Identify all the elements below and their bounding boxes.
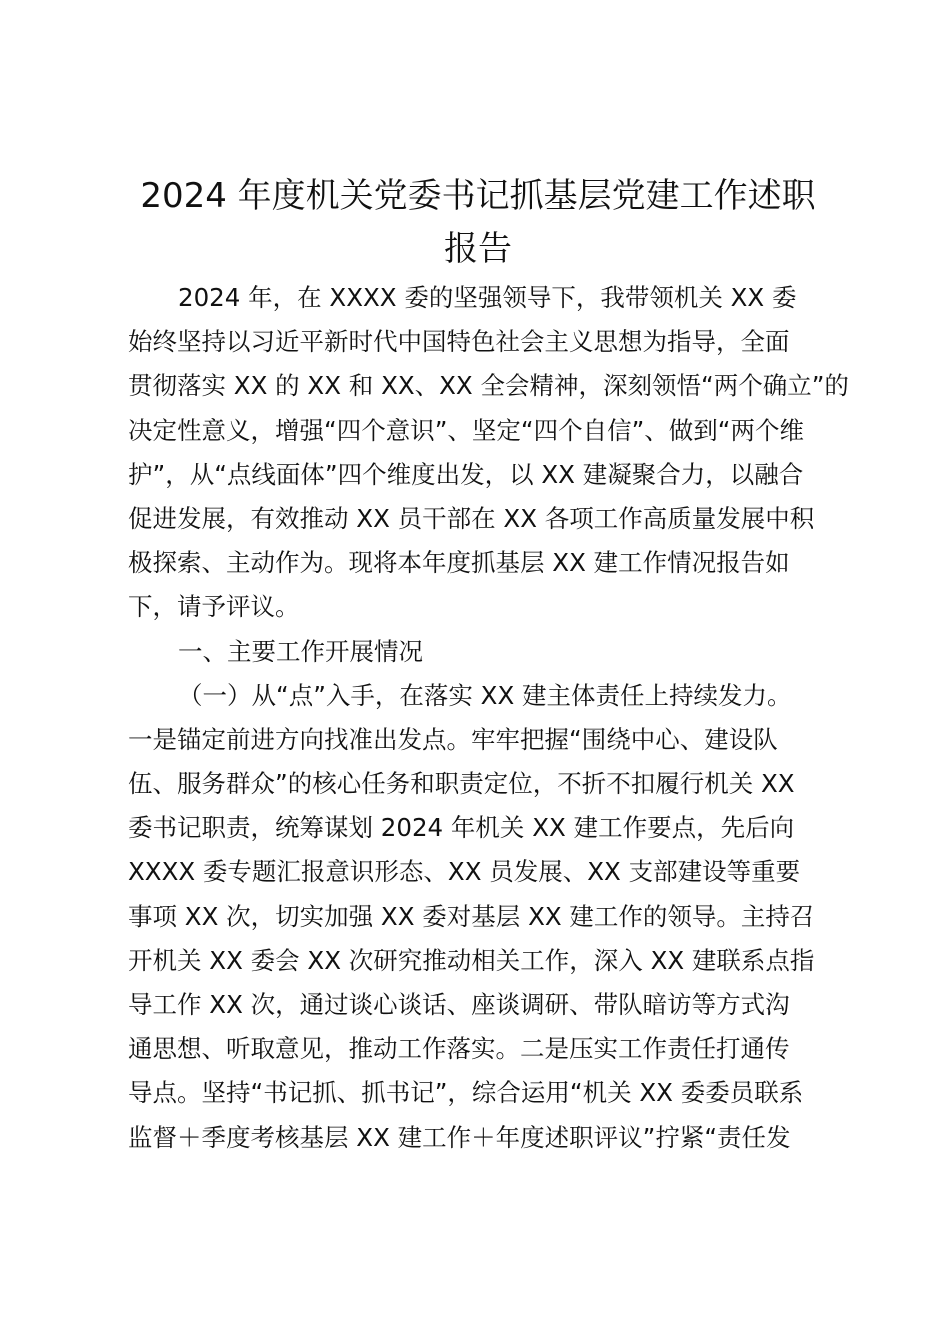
- body-line: 护”，从“点线面体”四个维度出发，以 XX 建凝聚合力，以融合: [128, 459, 804, 489]
- body-line: 通思想、听取意见，推动工作落实。二是压实工作责任打通传: [128, 1034, 790, 1064]
- document-title: [118, 170, 838, 276]
- document-body: [128, 278, 849, 1162]
- body-line: XXXX 委专题汇报意识形态、XX 员发展、XX 支部建设等重要: [128, 857, 801, 887]
- body-line: 伍、服务群众”的核心任务和职责定位，不折不扣履行机关 XX: [128, 769, 795, 799]
- body-line: 事项 XX 次，切实加强 XX 委对基层 XX 建工作的领导。主持召: [128, 901, 815, 931]
- title-line-2: 报告: [444, 229, 512, 269]
- title-line-1: 2024 年度机关党委书记抓基层党建工作述职: [140, 176, 816, 216]
- body-line: 一是锚定前进方向找准出发点。牢牢把握“围绕中心、建设队: [128, 724, 778, 754]
- body-line: 始终坚持以习近平新时代中国特色社会主义思想为指导，全面: [128, 327, 790, 357]
- body-line: 决定性意义，增强“四个意识”、坚定“四个自信”、做到“两个维: [128, 415, 804, 445]
- body-line: 导点。坚持“书记抓、抓书记”，综合运用“机关 XX 委委员联系: [128, 1078, 804, 1108]
- body-line: 导工作 XX 次，通过谈心谈话、座谈调研、带队暗访等方式沟: [128, 990, 790, 1019]
- body-line: 极探索、主动作为。现将本年度抓基层 XX 建工作情况报告如: [128, 548, 790, 578]
- body-line: 一、主要工作开展情况: [178, 636, 423, 666]
- body-line: 2024 年，在 XXXX 委的坚强领导下，我带领机关 XX 委: [178, 283, 797, 312]
- body-line: 下，请予评议。: [128, 592, 300, 622]
- body-line: （一）从“点”入手，在落实 XX 建主体责任上持续发力。: [178, 680, 792, 710]
- body-line: 促进发展，有效推动 XX 员干部在 XX 各项工作高质量发展中积: [128, 503, 815, 533]
- body-line: 开机关 XX 委会 XX 次研究推动相关工作，深入 XX 建联系点指: [128, 945, 815, 975]
- body-line: 监督＋季度考核基层 XX 建工作＋年度述职评议”拧紧“责任发: [128, 1122, 791, 1152]
- body-line: 贯彻落实 XX 的 XX 和 XX、XX 全会精神，深刻领悟“两个确立”的: [128, 371, 849, 401]
- body-line: 委书记职责，统筹谋划 2024 年机关 XX 建工作要点，先后向: [128, 813, 795, 843]
